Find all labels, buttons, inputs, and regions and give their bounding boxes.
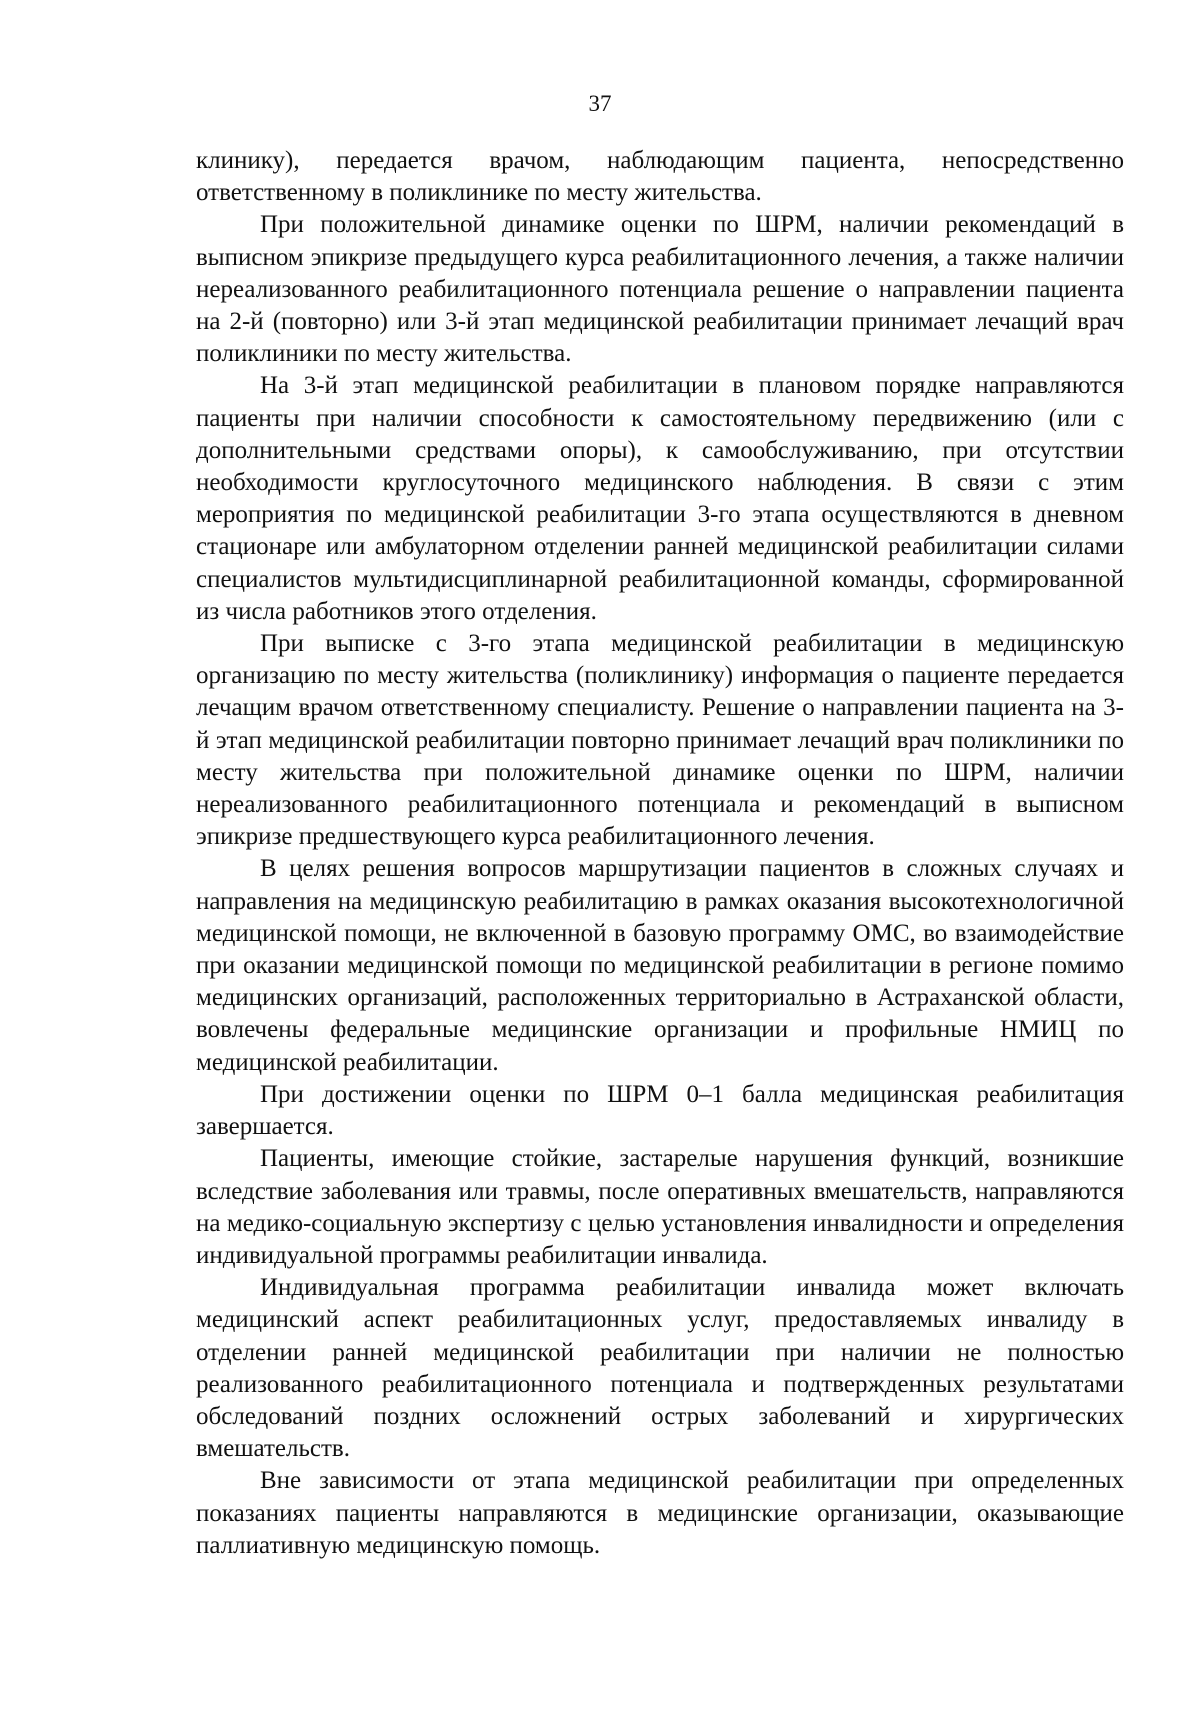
- paragraph: При достижении оценки по ШРМ 0–1 балла медицинская реабилитация завершается.: [196, 1080, 1124, 1141]
- page-number: 37: [588, 91, 612, 116]
- document-body: [196, 145, 1124, 1562]
- paragraph: В целях решения вопросов маршрутизации пациентов в сложных случаях и направления на медицинскую реабилитацию в рамках оказания высокотехнологичной медицинской помощи, не включенной в базовую программу ОМС, во взаимодействие при оказании медицинской помощи по медицинской реабилитации в регионе помимо медицинских организаций, расположенных территориально в Астраханской области, вовлечены федеральные медицинские организации и профильные НМИЦ по медицинской реабилитации.: [196, 855, 1124, 1076]
- paragraph: Вне зависимости от этапа медицинской реабилитации при определенных показаниях пациенты направляются в медицинские организации, оказывающие паллиативную медицинскую помощь.: [196, 1467, 1124, 1559]
- paragraph: клинику), передается врачом, наблюдающим пациента, непосредственно ответственному в поликлинике по месту жительства.: [196, 147, 1124, 207]
- paragraph: Пациенты, имеющие стойкие, застарелые нарушения функций, возникшие вследствие заболевания или травмы, после оперативных вмешательств, направляются на медико-социальную экспертизу с целью установления инвалидности и определения индивидуальной программы реабилитации инвалида.: [196, 1145, 1124, 1269]
- paragraph: При выписке с 3-го этапа медицинской реабилитации в медицинскую организацию по месту жительства (поликлинику) информация о пациенте передается лечащим врачом ответственному специалисту. Решение о направлении пациента на 3-й этап медицинской реабилитации повторно принимает лечащий врач поликлиники по месту жительства при положительной динамике оценки по ШРМ, наличии нереализованного реабилитационного потенциала и рекомендаций в выписном эпикризе предшествующего курса реабилитационного лечения.: [196, 630, 1124, 851]
- paragraph: На 3-й этап медицинской реабилитации в плановом порядке направляются пациенты при наличии способности к самостоятельному передвижению (или с дополнительными средствами опоры), к самообслуживанию, при отсутствии необходимости круглосуточного медицинского наблюдения. В связи с этим мероприятия по медицинской реабилитации 3-го этапа осуществляются в дневном стационаре или амбулаторном отделении ранней медицинской реабилитации силами специалистов мультидисциплинарной реабилитационной команды, сформированной из числа работников этого отделения.: [196, 372, 1124, 625]
- paragraph: Индивидуальная программа реабилитации инвалида может включать медицинский аспект реабилитационных услуг, предоставляемых инвалиду в отделении ранней медицинской реабилитации при наличии не полностью реализованного реабилитационного потенциала и подтвержденных результатами обследований поздних осложнений острых заболеваний и хирургических вмешательств.: [196, 1274, 1124, 1463]
- paragraph: При положительной динамике оценки по ШРМ, наличии рекомендаций в выписном эпикризе предыдущего курса реабилитационного лечения, а также наличии нереализованного реабилитационного потенциала решение о направлении пациента на 2-й (повторно) или 3-й этап медицинской реабилитации принимает лечащий врач поликлиники по месту жительства.: [196, 211, 1124, 368]
